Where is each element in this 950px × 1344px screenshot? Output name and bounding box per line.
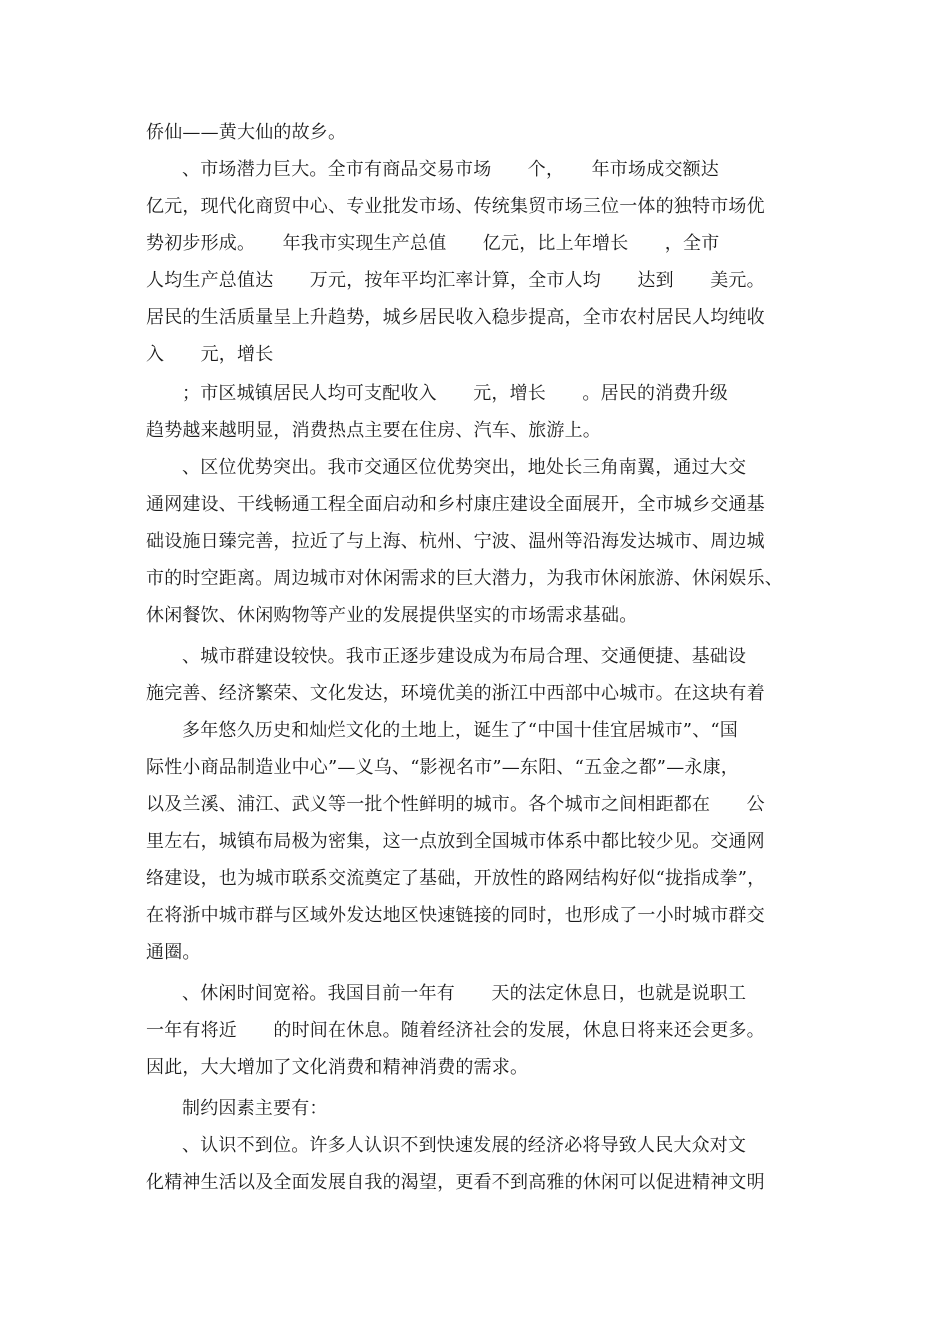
text-line: 、城市群建设较快。我市正逐步建设成为布局合理、交通便捷、基础设 (182, 646, 747, 667)
text-line: 一年有将近 的时间在休息。随着经济社会的发展，休息日将来还会更多。 (146, 1020, 765, 1041)
text-line: 多年悠久历史和灿烂文化的土地上，诞生了“中国十佳宜居城市”、“国 (182, 720, 739, 741)
text-line: 里左右，城镇布局极为密集，这一点放到全国城市体系中都比较少见。交通网 (146, 831, 765, 852)
text-line: 亿元，现代化商贸中心、专业批发市场、传统集贸市场三位一体的独特市场优 (146, 196, 765, 217)
text-line: 、市场潜力巨大。全市有商品交易市场 个， 年市场成交额达 (182, 159, 719, 180)
text-line: 制约因素主要有： (182, 1098, 328, 1119)
text-line: 休闲餐饮、休闲购物等产业的发展提供坚实的市场需求基础。 (146, 605, 638, 626)
text-line: 以及兰溪、浦江、武义等一批个性鲜明的城市。各个城市之间相距都在 公 (146, 794, 765, 815)
text-line: 化精神生活以及全面发展自我的渴望，更看不到高雅的休闲可以促进精神文明 (146, 1172, 765, 1193)
text-line: 人均生产总值达 万元，按年平均汇率计算，全市人均 达到 美元。 (146, 270, 765, 291)
text-line: 因此，大大增加了文化消费和精神消费的需求。 (146, 1057, 529, 1078)
text-line: 入 元，增长 (146, 344, 274, 365)
text-line: 市的时空距离。周边城市对休闲需求的巨大潜力，为我市休闲旅游、休闲娱乐、 (146, 568, 783, 589)
text-line: 通圈。 (146, 942, 201, 963)
text-line: 趋势越来越明显，消费热点主要在住房、汽车、旅游上。 (146, 420, 601, 441)
text-line: 居民的生活质量呈上升趋势，城乡居民收入稳步提高，全市农村居民人均纯收 (146, 307, 765, 328)
text-line: 、区位优势突出。我市交通区位优势突出，地处长三角南翼，通过大交 (182, 457, 747, 478)
text-line: 侨仙——黄大仙的故乡。 (146, 122, 347, 143)
text-line: ；市区城镇居民人均可支配收入 元，增长 。居民的消费升级 (182, 383, 728, 404)
text-line: 、认识不到位。许多人认识不到快速发展的经济必将导致人民大众对文 (182, 1135, 747, 1156)
text-line: 施完善、经济繁荣、文化发达，环境优美的浙江中西部中心城市。在这块有着 (146, 683, 765, 704)
text-line: 际性小商品制造业中心”—义乌、“影视名市”—东阳、“五金之都”—永康， (146, 757, 740, 778)
text-line: 势初步形成。 年我市实现生产总值 亿元，比上年增长 ，全市 (146, 233, 720, 254)
text-line: 络建设，也为城市联系交流奠定了基础，开放性的路网结构好似“拢指成拳”， (146, 868, 766, 889)
text-line: 础设施日臻完善，拉近了与上海、杭州、宁波、温州等沿海发达城市、周边城 (146, 531, 765, 552)
text-line: 在将浙中城市群与区域外发达地区快速链接的同时，也形成了一小时城市群交 (146, 905, 765, 926)
text-line: 通网建设、干线畅通工程全面启动和乡村康庄建设全面展开，全市城乡交通基 (146, 494, 765, 515)
text-line: 、休闲时间宽裕。我国目前一年有 天的法定休息日，也就是说职工 (182, 983, 747, 1004)
